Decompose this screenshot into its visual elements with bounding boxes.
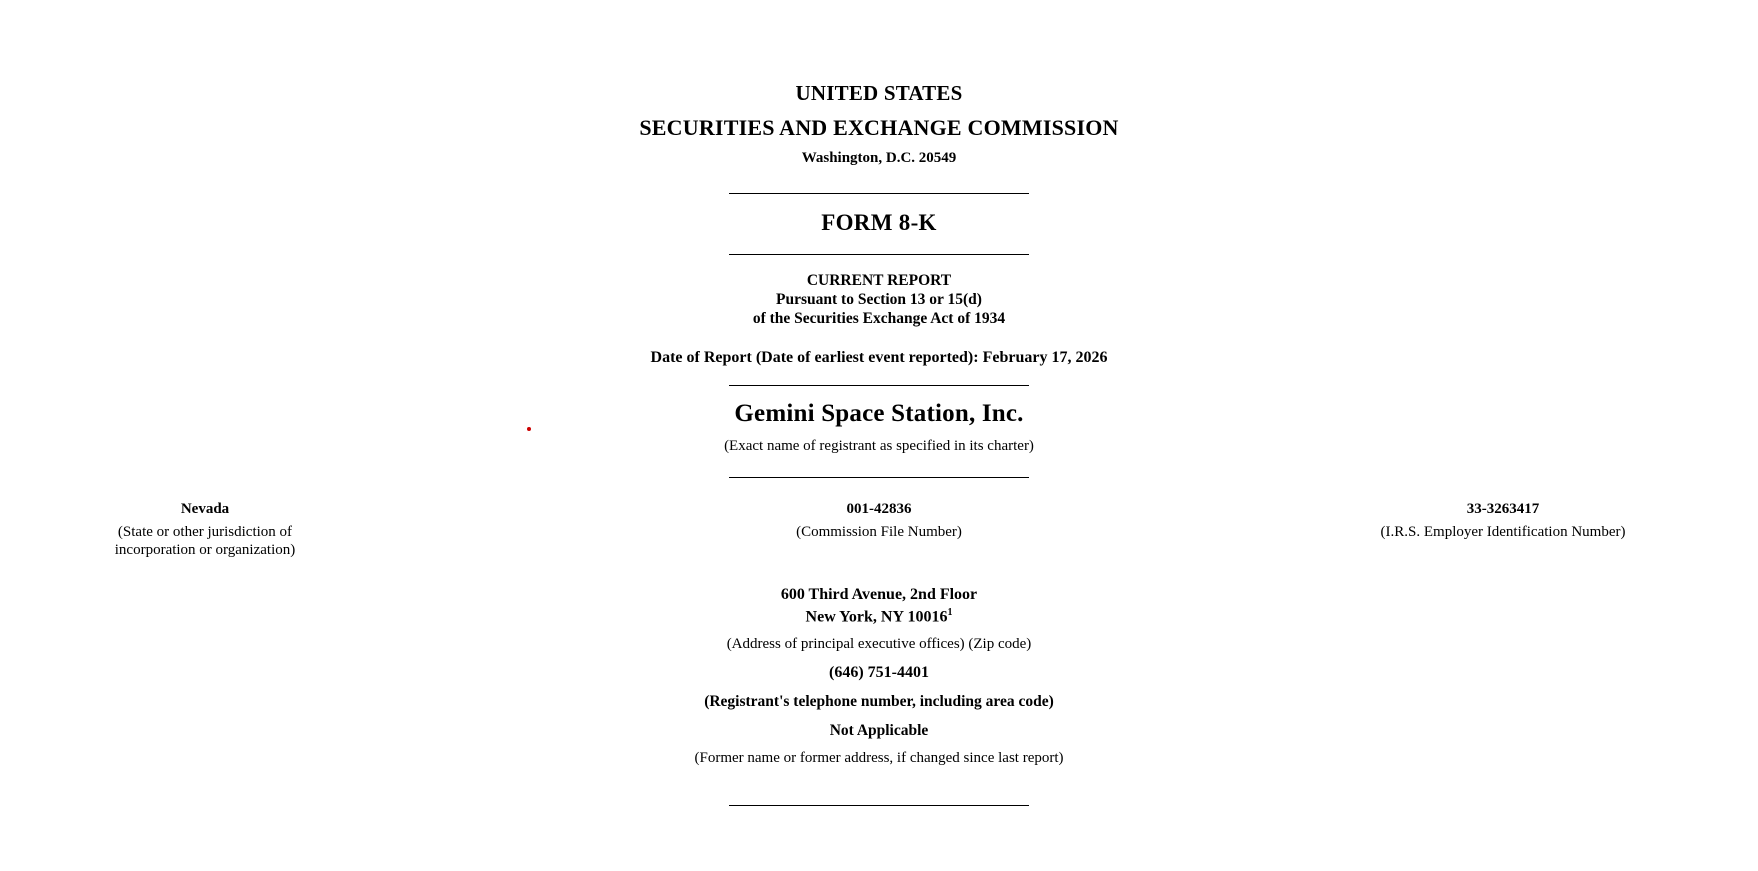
document-page [0,80,1758,871]
divider-2 [729,254,1029,255]
former-name-value: Not Applicable [829,722,929,740]
divider-4 [729,477,1029,478]
registrant-name-caption: (Exact name of registrant as specified in its charter) [724,438,1034,455]
irs-value: 33-3263417 [1466,501,1540,518]
registrant-name: Gemini Space Station, Inc. [734,400,1024,428]
irs-caption: (I.R.S. Employer Identification Number) [1380,523,1626,540]
registrant-phone-caption: (Registrant's telephone number, including area code) [704,693,1054,711]
former-name-caption: (Former name or former address, if changed since last report) [694,750,1064,767]
sec-header [0,80,1758,167]
state-value: Nevada [180,501,230,518]
address-line-1: 600 Third Avenue, 2nd Floor [780,586,978,604]
pursuant-line-1: Pursuant to Section 13 or 15(d) [776,290,982,308]
address-caption: (Address of principal executive offices) (Zip code) [726,636,1032,653]
date-of-report: Date of Report (Date of earliest event reported): February 17, 2026 [650,349,1108,367]
divider-3 [729,385,1029,386]
pursuant-line-2: of the Securities Exchange Act of 1934 [752,309,1006,327]
identifier-row [0,500,1758,570]
form-title: FORM 8-K [821,209,937,235]
sec-commission-heading: SECURITIES AND EXCHANGE COMMISSION [639,114,1119,140]
state-of-incorporation [70,500,340,559]
divider-1 [729,193,1029,194]
current-report-block [0,272,1758,329]
state-caption-line-1: (State or other jurisdiction of [117,523,293,540]
divider-5 [729,805,1029,806]
registrant-phone: (646) 751-4401 [829,664,929,682]
current-report-title: CURRENT REPORT [806,271,952,289]
address-footnote-marker: 1 [947,606,953,618]
principal-address [0,584,1758,627]
address-line-2 [0,606,1758,627]
state-caption-line-2: incorporation or organization) [114,542,296,559]
commission-file-value: 001-42836 [846,501,912,518]
address-line-2-text: New York, NY 10016 [805,607,948,625]
washington-address-line: Washington, D.C. 20549 [801,149,957,166]
commission-file-number [669,500,1089,541]
commission-file-caption: (Commission File Number) [796,523,962,540]
irs-employer-id [1293,500,1713,541]
united-states-heading: UNITED STATES [795,81,963,105]
red-dot-marker [527,427,531,431]
